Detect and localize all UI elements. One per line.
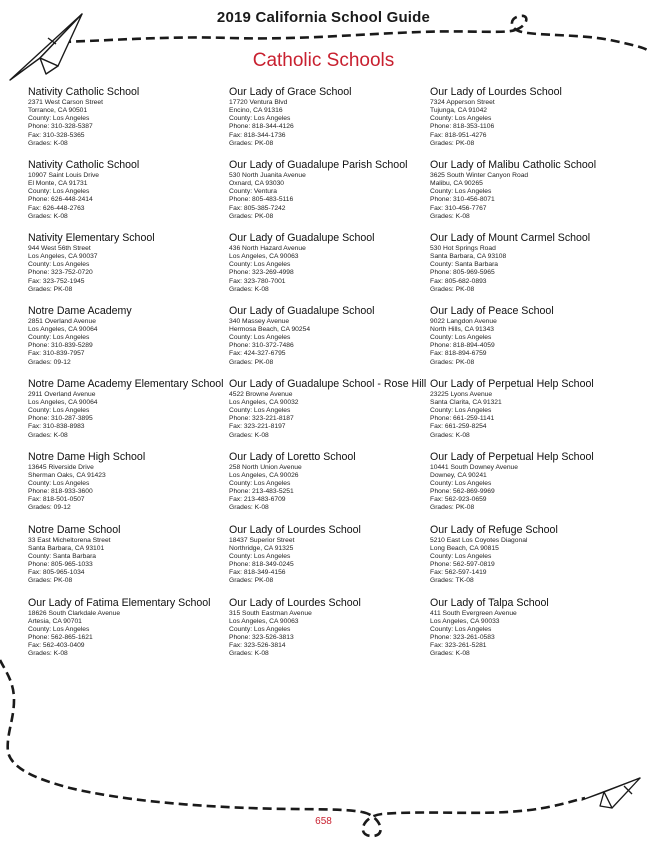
school-detail-line: 9022 Langdon Avenue <box>430 317 497 325</box>
school-detail-line: Grades: K-08 <box>28 650 68 658</box>
school-detail-line: Grades: TK-08 <box>430 577 474 585</box>
school-detail-line: Phone: 818-933-3600 <box>28 488 93 496</box>
school-detail-line: County: Los Angeles <box>430 115 492 123</box>
school-detail-line: Phone: 323-526-3813 <box>229 634 294 642</box>
school-name: Our Lady of Lourdes School <box>430 86 562 98</box>
school-name: Our Lady of Refuge School <box>430 523 558 536</box>
school-detail-line: Grades: PK-08 <box>430 285 475 293</box>
school-detail-line: Phone: 310-287-3895 <box>28 415 93 423</box>
school-detail-line: Grades: PK-08 <box>229 139 274 147</box>
school-detail-line: County: Los Angeles <box>430 480 492 487</box>
school-detail-line: Santa Clarita, CA 91321 <box>430 398 502 406</box>
school-detail-line: El Monte, CA 91731 <box>28 180 88 188</box>
dashed-flight-path-top <box>62 30 515 42</box>
school-detail-line: County: Los Angeles <box>28 480 90 487</box>
school-name: Our Lady of Perpetual Help School <box>430 450 594 463</box>
school-detail-line: Fax: 805-385-7242 <box>229 204 286 212</box>
school-entry <box>430 524 630 586</box>
school-detail-line: Fax: 323-221-8197 <box>229 423 286 431</box>
school-detail-line: Fax: 310-328-5365 <box>28 131 85 139</box>
school-detail-line: Encino, CA 91316 <box>229 107 283 115</box>
school-detail-line: Grades: 09-12 <box>28 504 71 512</box>
school-detail-line: County: Los Angeles <box>430 552 492 560</box>
school-detail-line: Fax: 805-682-0893 <box>430 277 487 285</box>
school-detail-line: 3625 South Winter Canyon Road <box>430 171 529 179</box>
school-detail-line: County: Los Angeles <box>229 334 291 342</box>
school-detail-line: 436 North Hazard Avenue <box>229 244 306 252</box>
school-detail-line: Fax: 818-894-6759 <box>430 350 487 358</box>
school-detail-line: Phone: 818-344-4126 <box>229 123 294 131</box>
school-detail-line: County: Los Angeles <box>229 625 291 633</box>
school-detail-line: Northridge, CA 91325 <box>229 544 294 552</box>
school-detail-line: Grades: K-08 <box>28 139 68 147</box>
school-detail-line: Phone: 310-839-5289 <box>28 342 93 350</box>
school-name: Notre Dame School <box>28 523 121 536</box>
school-detail-line: County: Los Angeles <box>28 625 90 633</box>
section-title: Catholic Schools <box>252 50 395 71</box>
school-entry <box>229 524 429 586</box>
school-name: Notre Dame Academy Elementary School <box>28 377 224 390</box>
school-detail-line: County: Los Angeles <box>229 480 291 487</box>
school-detail-line: Grades: PK-08 <box>430 139 475 147</box>
school-detail-line: 4522 Browne Avenue <box>229 390 293 398</box>
school-detail-line: 17720 Ventura Blvd <box>229 99 288 106</box>
school-detail-line: Phone: 323-269-4998 <box>229 269 294 277</box>
school-detail-line: County: Los Angeles <box>229 115 291 123</box>
school-detail-line: Fax: 818-951-4276 <box>430 131 487 139</box>
school-detail-line: Phone: 805-969-5965 <box>430 269 495 277</box>
school-detail-line: Phone: 323-752-0720 <box>28 269 93 277</box>
school-name: Our Lady of Malibu Catholic School <box>430 158 597 171</box>
school-detail-line: Los Angeles, CA 90032 <box>229 398 299 406</box>
school-detail-line: Grades: K-08 <box>229 650 269 658</box>
school-detail-line: Phone: 310-372-7486 <box>229 342 294 350</box>
school-detail-line: 315 South Eastman Avenue <box>229 609 312 617</box>
school-name: Nativity Catholic School <box>28 86 140 98</box>
school-detail-line: Phone: 562-869-9969 <box>430 488 495 496</box>
school-detail-line: Los Angeles, CA 90026 <box>229 471 299 479</box>
school-name: Our Lady of Fatima Elementary School <box>28 596 211 609</box>
school-detail-line: Grades: PK-08 <box>430 504 475 512</box>
school-detail-line: Phone: 805-483-5116 <box>229 196 294 204</box>
school-detail-line: 2911 Overland Avenue <box>28 390 96 398</box>
school-entry <box>229 159 429 221</box>
school-detail-line: Los Angeles, CA 90063 <box>229 253 299 261</box>
school-detail-line: Tujunga, CA 91042 <box>430 107 488 115</box>
school-detail-line: Fax: 310-838-8983 <box>28 423 85 431</box>
school-detail-line: 411 South Evergreen Avenue <box>430 609 517 617</box>
school-detail-line: County: Los Angeles <box>28 334 90 342</box>
school-name: Nativity Elementary School <box>28 231 155 244</box>
school-detail-line: 23225 Lyons Avenue <box>430 390 493 398</box>
school-detail-line: 944 West 56th Street <box>28 244 91 252</box>
school-entry <box>229 232 429 294</box>
school-detail-line: Fax: 805-965-1034 <box>28 569 85 577</box>
school-detail-line: County: Los Angeles <box>28 115 90 123</box>
school-entry <box>229 378 429 440</box>
school-detail-line: Fax: 323-752-1945 <box>28 277 85 285</box>
school-detail-line: Los Angeles, CA 90064 <box>28 325 98 333</box>
school-column-1 <box>28 86 228 670</box>
school-detail-line: 10441 South Downey Avenue <box>430 463 518 471</box>
school-detail-line: Grades: PK-08 <box>28 577 73 585</box>
school-detail-line: Hermosa Beach, CA 90254 <box>229 325 311 333</box>
school-detail-line: Grades: K-08 <box>28 212 68 220</box>
school-detail-line: Phone: 213-483-5251 <box>229 488 294 496</box>
school-name: Our Lady of Perpetual Help School <box>430 377 594 390</box>
school-detail-line: 33 East Micheltorena Street <box>28 536 111 544</box>
school-detail-line: County: Los Angeles <box>229 407 291 415</box>
school-detail-line: Los Angeles, CA 90037 <box>28 253 98 261</box>
school-detail-line: Fax: 818-349-4156 <box>229 569 286 577</box>
school-detail-line: Torrance, CA 90501 <box>28 107 88 115</box>
school-entry <box>430 86 630 148</box>
school-detail-line: Grades: PK-08 <box>229 358 274 366</box>
school-name: Our Lady of Guadalupe School <box>229 304 375 317</box>
school-detail-line: 2371 West Carson Street <box>28 99 103 106</box>
school-detail-line: County: Los Angeles <box>28 407 90 415</box>
school-name: Our Lady of Loretto School <box>229 450 356 463</box>
school-detail-line: County: Los Angeles <box>28 261 90 269</box>
school-name: Notre Dame High School <box>28 450 146 463</box>
school-detail-line: Grades: K-08 <box>229 431 269 439</box>
school-detail-line: Grades: PK-08 <box>229 577 274 585</box>
school-detail-line: County: Los Angeles <box>430 334 492 342</box>
school-detail-line: Long Beach, CA 90815 <box>430 544 499 552</box>
school-detail-line: Phone: 323-221-8187 <box>229 415 294 423</box>
school-detail-line: Grades: K-08 <box>430 650 470 658</box>
school-name: Our Lady of Talpa School <box>430 596 549 609</box>
school-detail-line: Phone: 818-353-1106 <box>430 123 495 131</box>
school-detail-line: Phone: 661-259-1141 <box>430 415 495 423</box>
school-entry <box>229 451 429 513</box>
school-detail-line: Grades: PK-08 <box>28 285 73 293</box>
school-detail-line: Grades: K-08 <box>229 285 269 293</box>
school-detail-line: County: Los Angeles <box>430 625 492 633</box>
school-name: Our Lady of Peace School <box>430 304 554 317</box>
paper-plane-icon <box>582 778 640 808</box>
school-entry <box>28 159 228 221</box>
school-detail-line: 530 Hot Springs Road <box>430 244 496 252</box>
school-entry <box>229 597 429 659</box>
school-detail-line: Fax: 323-780-7001 <box>229 277 286 285</box>
school-detail-line: Phone: 562-597-0819 <box>430 561 495 569</box>
school-detail-line: Fax: 818-501-0507 <box>28 496 85 504</box>
school-detail-line: 7324 Apperson Street <box>430 99 495 106</box>
school-detail-line: Fax: 562-923-0659 <box>430 496 487 504</box>
school-detail-line: Los Angeles, CA 90064 <box>28 398 98 406</box>
school-detail-line: Fax: 213-483-6709 <box>229 496 286 504</box>
school-detail-line: 530 North Juanita Avenue <box>229 171 306 179</box>
school-name: Our Lady of Guadalupe Parish School <box>229 158 408 171</box>
school-entry <box>28 451 228 513</box>
dashed-flight-path-left <box>0 660 362 812</box>
school-detail-line: County: Los Angeles <box>229 261 291 269</box>
school-detail-line: Phone: 818-894-4059 <box>430 342 495 350</box>
school-detail-line: Fax: 562-597-1419 <box>430 569 487 577</box>
school-detail-line: Grades: 09-12 <box>28 358 71 366</box>
school-detail-line: Phone: 626-448-2414 <box>28 196 93 204</box>
school-detail-line: Grades: PK-08 <box>229 212 274 220</box>
school-detail-line: County: Los Angeles <box>430 407 492 415</box>
school-entry <box>229 86 429 148</box>
school-entry <box>28 305 228 367</box>
school-detail-line: Sherman Oaks, CA 91423 <box>28 471 106 479</box>
school-detail-line: Santa Barbara, CA 93101 <box>28 544 105 552</box>
school-detail-line: Fax: 323-526-3814 <box>229 642 286 650</box>
page-number: 658 <box>315 816 332 827</box>
school-detail-line: Phone: 310-328-5387 <box>28 123 93 131</box>
school-detail-line: Downey, CA 90241 <box>430 471 487 479</box>
school-entry <box>28 378 228 440</box>
school-detail-line: Phone: 323-261-0583 <box>430 634 495 642</box>
guide-title: 2019 California School Guide <box>216 9 431 26</box>
school-detail-line: Phone: 818-349-0245 <box>229 561 294 569</box>
school-name: Our Lady of Grace School <box>229 86 352 98</box>
school-entry <box>430 305 630 367</box>
school-detail-line: Fax: 310-839-7957 <box>28 350 85 358</box>
school-name: Our Lady of Lourdes School <box>229 596 361 609</box>
school-detail-line: Phone: 562-865-1621 <box>28 634 93 642</box>
school-entry <box>28 597 228 659</box>
school-detail-line: 18626 South Clarkdale Avenue <box>28 609 121 617</box>
school-detail-line: 13645 Riverside Drive <box>28 463 94 471</box>
school-detail-line: 18437 Superior Street <box>229 536 295 544</box>
school-name: Nativity Catholic School <box>28 158 140 171</box>
school-detail-line: 258 North Union Avenue <box>229 463 302 471</box>
school-detail-line: Fax: 626-448-2763 <box>28 204 85 212</box>
school-entry <box>229 305 429 367</box>
school-detail-line: Grades: K-08 <box>430 431 470 439</box>
school-detail-line: Grades: K-08 <box>28 431 68 439</box>
school-detail-line: Los Angeles, CA 90063 <box>229 617 299 625</box>
school-detail-line: Grades: PK-08 <box>430 358 475 366</box>
school-detail-line: Fax: 562-403-0409 <box>28 642 85 650</box>
school-column-2 <box>229 86 429 670</box>
school-detail-line: North Hills, CA 91343 <box>430 325 494 333</box>
school-name: Our Lady of Lourdes School <box>229 523 361 536</box>
school-detail-line: Fax: 818-344-1736 <box>229 131 286 139</box>
school-detail-line: Fax: 424-327-6795 <box>229 350 286 358</box>
school-detail-line: 5210 East Los Coyotes Diagonal <box>430 536 528 544</box>
school-detail-line: Grades: K-08 <box>430 212 470 220</box>
school-entry <box>430 597 630 659</box>
school-detail-line: Artesia, CA 90701 <box>28 617 82 625</box>
school-entry <box>28 524 228 586</box>
school-detail-line: Oxnard, CA 93030 <box>229 180 285 188</box>
school-name: Notre Dame Academy <box>28 304 132 317</box>
school-detail-line: 10907 Saint Louis Drive <box>28 171 100 179</box>
school-detail-line: 2851 Overland Avenue <box>28 317 96 325</box>
school-column-3 <box>430 86 630 670</box>
school-detail-line: 340 Massey Avenue <box>229 317 290 325</box>
school-detail-line: Santa Barbara, CA 93108 <box>430 253 507 261</box>
school-detail-line: Fax: 323-261-5281 <box>430 642 487 650</box>
school-entry <box>430 378 630 440</box>
school-entry <box>430 232 630 294</box>
school-detail-line: County: Los Angeles <box>430 188 492 196</box>
school-detail-line: County: Los Angeles <box>229 552 291 560</box>
school-detail-line: Fax: 661-259-8254 <box>430 423 487 431</box>
school-detail-line: Phone: 805-965-1033 <box>28 561 93 569</box>
school-name: Our Lady of Guadalupe School - Rose Hill <box>229 377 427 390</box>
school-detail-line: County: Ventura <box>229 188 277 196</box>
school-detail-line: Los Angeles, CA 90033 <box>430 617 500 625</box>
school-detail-line: Grades: K-08 <box>229 504 269 512</box>
school-detail-line: Malibu, CA 90265 <box>430 180 483 188</box>
school-entry <box>430 451 630 513</box>
school-entry <box>28 86 228 148</box>
school-entry <box>430 159 630 221</box>
school-entry <box>28 232 228 294</box>
school-detail-line: Phone: 310-456-8071 <box>430 196 495 204</box>
school-name: Our Lady of Mount Carmel School <box>430 231 591 244</box>
school-detail-line: County: Los Angeles <box>28 188 90 196</box>
school-detail-line: Fax: 310-456-7767 <box>430 204 487 212</box>
school-detail-line: County: Santa Barbara <box>430 261 499 269</box>
school-detail-line: County: Santa Barbara <box>28 552 97 560</box>
school-name: Our Lady of Guadalupe School <box>229 231 375 244</box>
